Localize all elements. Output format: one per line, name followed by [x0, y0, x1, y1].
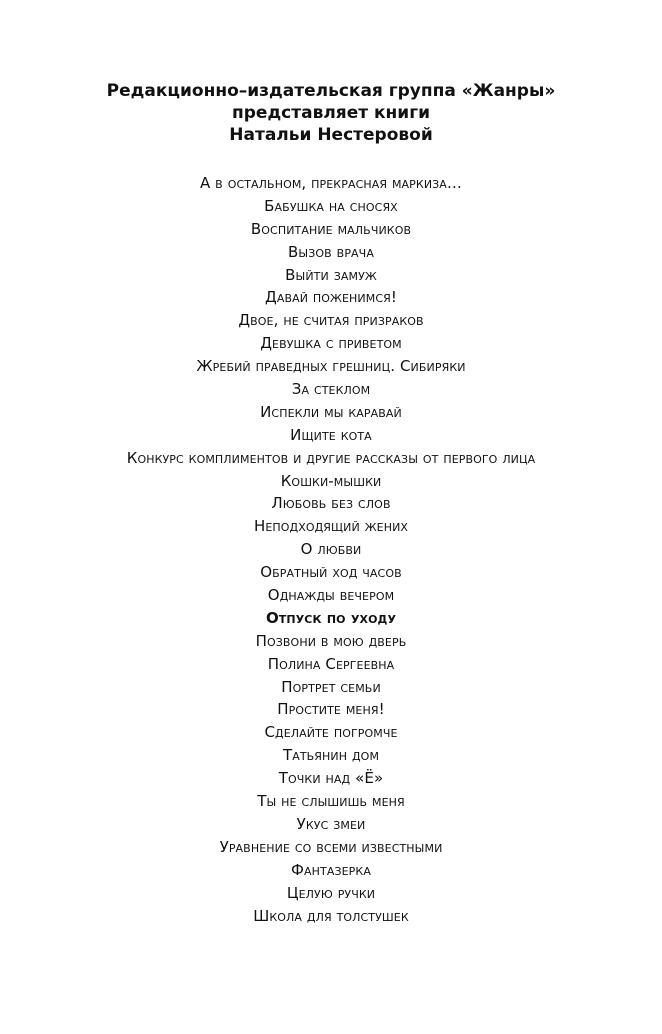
- publisher-heading: [0, 80, 662, 146]
- book-title-item: Уравнение со всеми известными: [219, 837, 443, 856]
- book-title-item: Целую ручки: [286, 883, 376, 902]
- book-title-item: Полина Сергеевна: [267, 654, 395, 673]
- book-title-item: Неподходящий жених: [253, 517, 409, 536]
- book-title-item: Конкурс комплиментов и другие рассказы от первого лица: [126, 448, 536, 467]
- book-title-item: Жребий праведных грешниц. Сибиряки: [196, 357, 466, 376]
- book-title-item: Испекли мы каравай: [260, 402, 402, 421]
- book-title-item: Сделайте погромче: [264, 723, 398, 742]
- book-title-item: Позвони в мою дверь: [255, 631, 407, 650]
- book-title-item: Школа для толстушек: [253, 906, 409, 925]
- book-title-item: Любовь без слов: [271, 494, 391, 513]
- book-title-item: Простите меня!: [277, 700, 385, 719]
- book-title-item: Портрет семьи: [281, 677, 381, 696]
- book-title-item: За стеклом: [291, 380, 371, 399]
- heading-line-publisher: Редакционно–издательская группа «Жанры»: [106, 81, 556, 101]
- book-title-item: Воспитание мальчиков: [250, 219, 412, 238]
- book-title-item: Давай поженимся!: [265, 288, 397, 307]
- book-title-item: Двое, не считая призраков: [238, 311, 424, 330]
- heading-line-author: Натальи Нестеровой: [229, 125, 433, 145]
- book-title-item: Вызов врача: [288, 242, 374, 261]
- book-title-item: Фантазерка: [291, 860, 371, 879]
- book-title-item: А в остальном, прекрасная маркиза…: [199, 174, 463, 192]
- book-title-item: Однажды вечером: [267, 586, 395, 605]
- heading-line-presents: представляет книги: [232, 103, 430, 123]
- book-title-item: Девушка с приветом: [260, 334, 402, 353]
- book-title-item: Ищите кота: [290, 425, 372, 444]
- book-titles-list: [0, 172, 662, 927]
- book-title-item: Татьянин дом: [282, 746, 380, 765]
- book-title-item: Точки над «Ё»: [278, 769, 384, 788]
- book-title-item: Укус змеи: [296, 814, 366, 833]
- book-title-item: Выйти замуж: [285, 265, 377, 284]
- book-title-item: Обратный ход часов: [260, 563, 402, 582]
- book-title-item: Кошки-мышки: [280, 471, 382, 490]
- book-title-item: Ты не слышишь меня: [257, 792, 405, 811]
- book-title-item: О любви: [300, 540, 362, 559]
- book-title-item: Отпуск по уходу: [265, 608, 397, 627]
- book-title-item: Бабушка на сносях: [264, 196, 398, 215]
